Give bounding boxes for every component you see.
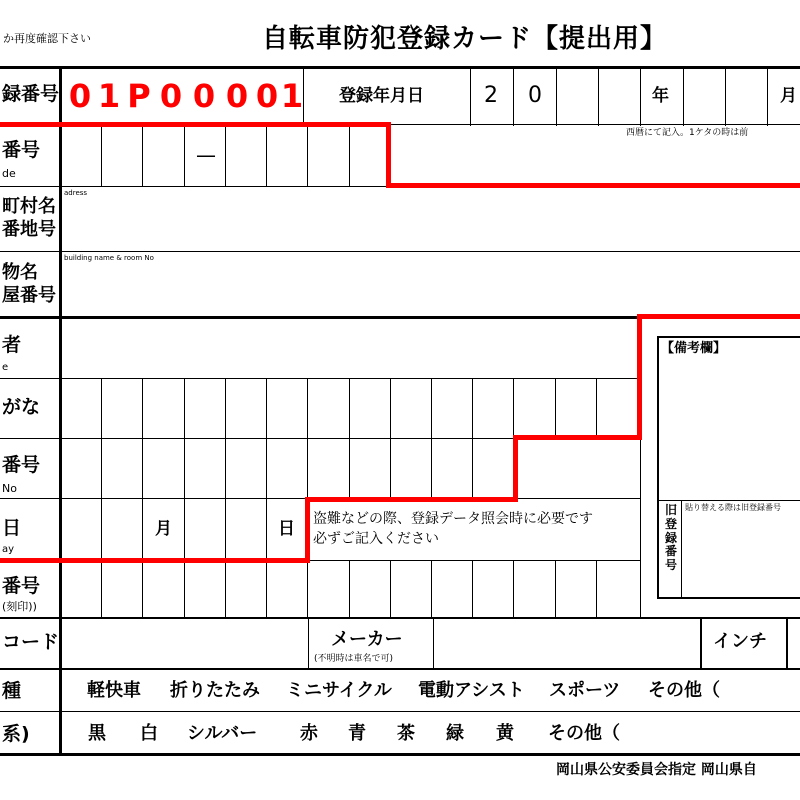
month-unit: 月: [780, 86, 797, 106]
building-label: 物名: [2, 262, 38, 283]
color-option[interactable]: 茶: [397, 723, 415, 744]
furigana-label: がな: [2, 396, 41, 418]
boundary-segment: [305, 497, 310, 563]
inch-label: インチ: [713, 631, 767, 652]
birthday-day-unit: 日: [278, 519, 295, 539]
cell-divider: [142, 378, 143, 618]
year-unit: 年: [652, 86, 669, 106]
cell-divider: [767, 66, 768, 126]
building-sublabel: building name & room No: [64, 254, 154, 262]
address-label: 番地号: [2, 219, 56, 240]
cell-divider: [598, 66, 599, 126]
cell-divider: [640, 66, 641, 126]
registration-label: 録番号: [2, 83, 60, 105]
cell-divider: [513, 560, 514, 618]
maker-label: メーカー: [331, 629, 403, 650]
frame-number-sublabel: (刻印)): [2, 600, 37, 613]
birthday-note: 必ずご記入ください: [313, 531, 439, 547]
address-input[interactable]: [62, 187, 800, 251]
code-label: コード: [2, 631, 60, 653]
cell-divider: [513, 66, 514, 126]
phone-label: 番号: [2, 454, 41, 476]
registration-digit: 1: [280, 77, 304, 115]
maker-hint: (不明時は車名で可): [314, 654, 394, 664]
registration-date-label: 登録年月日: [339, 86, 424, 106]
color-option[interactable]: その他（: [548, 723, 620, 744]
boundary-segment: [386, 122, 391, 188]
color-option[interactable]: 緑: [446, 723, 464, 744]
birthday-sublabel: ay: [2, 544, 15, 555]
postal-dash: —: [196, 143, 216, 167]
frame-bottom-line: [0, 753, 800, 756]
building-input[interactable]: [62, 252, 800, 316]
birthday-label: 日: [2, 517, 22, 539]
remarks-divider: [681, 500, 682, 599]
cell-divider: [786, 619, 788, 669]
cell-divider: [101, 378, 102, 618]
color-option[interactable]: 赤: [300, 723, 318, 744]
cell-divider: [470, 66, 471, 126]
row-line: [0, 378, 640, 379]
cell-divider: [513, 378, 514, 438]
boundary-segment: [637, 314, 800, 319]
cell-divider: [184, 378, 185, 618]
cell-divider: [683, 66, 684, 126]
boundary-segment: [0, 122, 391, 127]
registration-digit: 0: [192, 77, 216, 115]
cell-divider: [308, 619, 309, 669]
remarks-divider: [657, 500, 800, 501]
cell-divider: [390, 560, 391, 618]
old-number-hint: 貼り替える際は旧登録番号: [685, 503, 781, 512]
type-option[interactable]: 折りたたみ: [170, 680, 260, 701]
owner-label: 者: [2, 334, 22, 356]
registration-digit: P: [127, 77, 151, 115]
footer-text: 岡山県公安委員会指定 岡山県自: [556, 762, 757, 778]
remarks-box[interactable]: [657, 336, 800, 599]
cell-divider: [307, 560, 308, 618]
birthday-note: 盗難などの際、登録データ照会時に必要です: [313, 511, 593, 527]
boundary-segment: [637, 314, 642, 440]
cell-divider: [431, 378, 432, 498]
cell-divider: [596, 560, 597, 618]
frame-number-label: 番号: [2, 575, 41, 597]
color-option[interactable]: 白: [140, 723, 158, 744]
registration-digit: 1: [97, 77, 121, 115]
type-label: 種: [2, 680, 22, 702]
type-option[interactable]: スポーツ: [549, 680, 621, 701]
type-option[interactable]: 軽快車: [87, 680, 141, 701]
cell-divider: [349, 378, 350, 498]
owner-input[interactable]: [62, 319, 638, 377]
row-line: [0, 711, 800, 712]
birthday-month-unit: 月: [155, 519, 172, 539]
cell-divider: [266, 378, 267, 618]
cell-divider: [555, 378, 556, 438]
page-title: 自転車防犯登録カード【提出用】: [262, 24, 668, 54]
postal-sublabel: de: [2, 167, 16, 180]
remarks-title: 【備考欄】: [661, 341, 727, 356]
boundary-segment: [305, 497, 518, 502]
color-option[interactable]: 黒: [88, 723, 106, 744]
phone-sublabel: No: [2, 482, 17, 495]
boundary-segment: [513, 435, 642, 440]
cell-divider: [725, 66, 726, 126]
registration-digit: 0: [225, 77, 249, 115]
address-label: 町村名: [2, 196, 56, 217]
boundary-segment: [0, 558, 310, 563]
color-option[interactable]: 青: [348, 723, 366, 744]
year-digit: 0: [528, 83, 542, 108]
boundary-segment: [513, 435, 518, 502]
postal-label: 番号: [2, 139, 41, 161]
header-note: か再度確認下さい: [3, 32, 91, 45]
color-label: 系): [2, 723, 30, 745]
cell-divider: [307, 378, 308, 498]
address-sublabel: adress: [64, 189, 88, 197]
maker-input[interactable]: [434, 619, 700, 668]
cell-divider: [349, 560, 350, 618]
postal-input[interactable]: [62, 126, 387, 186]
cell-divider: [596, 378, 597, 438]
building-label: 屋番号: [2, 285, 56, 306]
cell-divider: [225, 378, 226, 618]
type-option[interactable]: その他（: [648, 680, 720, 701]
year-digit: 2: [484, 83, 498, 108]
owner-sublabel: e: [2, 362, 9, 373]
frame-top-line: [0, 66, 800, 69]
boundary-segment: [386, 183, 800, 188]
cell-divider: [555, 560, 556, 618]
cell-divider: [472, 560, 473, 618]
old-number-label: 旧登録番号: [665, 503, 678, 573]
color-option[interactable]: シルバー: [187, 723, 258, 744]
row-line: [0, 668, 800, 670]
cell-divider: [556, 66, 557, 126]
cell-divider: [390, 378, 391, 498]
type-option[interactable]: 電動アシスト: [418, 680, 525, 701]
registration-digit: 0: [159, 77, 183, 115]
cell-divider: [472, 378, 473, 498]
registration-digit: 0: [255, 77, 279, 115]
postal-hint: 西暦にて記入。1ケタの時は前: [626, 128, 749, 138]
cell-divider: [431, 560, 432, 618]
color-option[interactable]: 黄: [496, 723, 514, 744]
cell-divider: [700, 619, 702, 669]
type-option[interactable]: ミニサイクル: [286, 680, 392, 701]
registration-digit: 0: [68, 77, 92, 115]
